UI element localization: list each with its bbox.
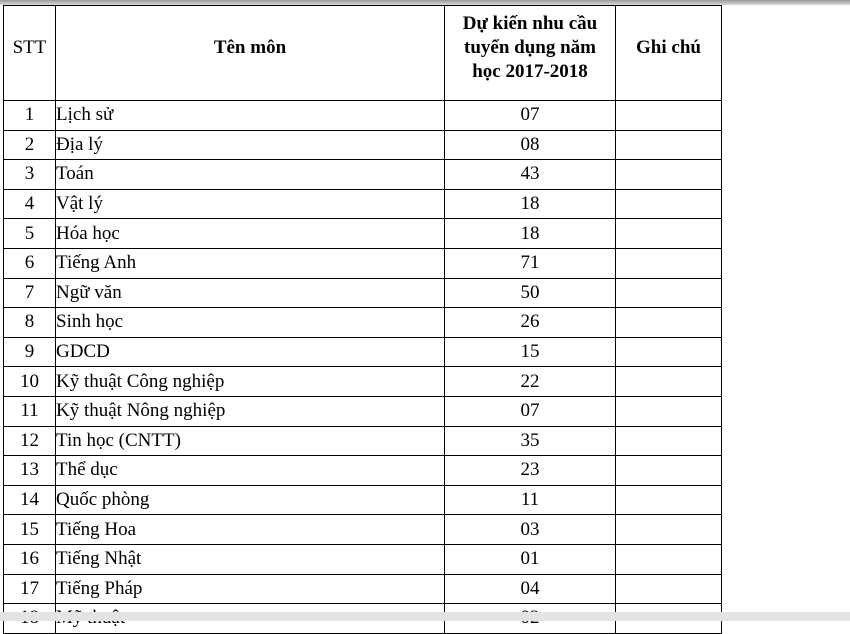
cell-stt: 1 xyxy=(4,101,56,131)
cell-note xyxy=(616,396,722,426)
cell-stt: 6 xyxy=(4,248,56,278)
table-row xyxy=(4,544,722,574)
header-subject-name: Tên môn xyxy=(56,6,445,101)
table-row xyxy=(4,337,722,367)
cell-note xyxy=(616,367,722,397)
cell-demand: 11 xyxy=(445,485,616,515)
cell-subject-name: Ngữ văn xyxy=(56,278,445,308)
cell-stt: 17 xyxy=(4,574,56,604)
cell-demand: 23 xyxy=(445,456,616,486)
cell-demand: 03 xyxy=(445,515,616,545)
table-row xyxy=(4,308,722,338)
cell-note xyxy=(616,544,722,574)
table-row xyxy=(4,456,722,486)
cell-stt: 10 xyxy=(4,367,56,397)
cell-stt: 9 xyxy=(4,337,56,367)
table-row xyxy=(4,160,722,190)
cell-subject-name: Tiếng Nhật xyxy=(56,544,445,574)
cell-note xyxy=(616,130,722,160)
cell-demand: 07 xyxy=(445,396,616,426)
cell-subject-name: Sinh học xyxy=(56,308,445,338)
header-note: Ghi chú xyxy=(616,6,722,101)
cell-subject-name: Toán xyxy=(56,160,445,190)
cell-stt: 2 xyxy=(4,130,56,160)
cell-note xyxy=(616,219,722,249)
cell-demand: 50 xyxy=(445,278,616,308)
cell-stt: 16 xyxy=(4,544,56,574)
cell-subject-name: Lịch sử xyxy=(56,101,445,131)
cell-demand: 18 xyxy=(445,219,616,249)
table-body xyxy=(4,101,722,634)
cell-subject-name: Địa lý xyxy=(56,130,445,160)
cell-note xyxy=(616,574,722,604)
cell-subject-name: Thể dục xyxy=(56,456,445,486)
cell-subject-name: Tiếng Hoa xyxy=(56,515,445,545)
cell-demand: 04 xyxy=(445,574,616,604)
cell-note xyxy=(616,101,722,131)
cell-stt: 5 xyxy=(4,219,56,249)
cell-stt: 3 xyxy=(4,160,56,190)
table-row xyxy=(4,515,722,545)
cell-subject-name: Kỹ thuật Công nghiệp xyxy=(56,367,445,397)
header-recruitment-demand xyxy=(445,6,616,101)
cell-subject-name: Tiếng Anh xyxy=(56,248,445,278)
cell-subject-name: Vật lý xyxy=(56,189,445,219)
header-demand-line-1: Dự kiến nhu cầu xyxy=(462,13,598,34)
cell-demand: 71 xyxy=(445,248,616,278)
cell-subject-name: Tin học (CNTT) xyxy=(56,426,445,456)
table-row xyxy=(4,574,722,604)
cell-note xyxy=(616,189,722,219)
table-row xyxy=(4,219,722,249)
table-row xyxy=(4,130,722,160)
cell-note xyxy=(616,426,722,456)
cell-stt: 15 xyxy=(4,515,56,545)
cell-demand: 08 xyxy=(445,130,616,160)
cell-stt: 7 xyxy=(4,278,56,308)
cell-note xyxy=(616,248,722,278)
cell-demand: 18 xyxy=(445,189,616,219)
cell-note xyxy=(616,337,722,367)
header-demand-line-2: tuyển dụng năm xyxy=(464,37,596,58)
cell-stt: 4 xyxy=(4,189,56,219)
cell-demand: 43 xyxy=(445,160,616,190)
viewer-bottom-edge xyxy=(0,612,850,621)
table-header-row xyxy=(4,6,722,101)
cell-note xyxy=(616,485,722,515)
table-row xyxy=(4,367,722,397)
cell-stt: 8 xyxy=(4,308,56,338)
cell-subject-name: Kỹ thuật Nông nghiệp xyxy=(56,396,445,426)
cell-demand: 07 xyxy=(445,101,616,131)
cell-note xyxy=(616,308,722,338)
cell-stt: 11 xyxy=(4,396,56,426)
cell-demand: 26 xyxy=(445,308,616,338)
table-row xyxy=(4,396,722,426)
cell-note xyxy=(616,456,722,486)
cell-note xyxy=(616,278,722,308)
table-row xyxy=(4,101,722,131)
cell-note xyxy=(616,160,722,190)
table-row xyxy=(4,426,722,456)
cell-subject-name: GDCD xyxy=(56,337,445,367)
cell-stt: 12 xyxy=(4,426,56,456)
recruitment-table xyxy=(3,5,722,634)
cell-demand: 35 xyxy=(445,426,616,456)
cell-demand: 01 xyxy=(445,544,616,574)
cell-note xyxy=(616,515,722,545)
cell-subject-name: Tiếng Pháp xyxy=(56,574,445,604)
cell-demand: 22 xyxy=(445,367,616,397)
cell-stt: 14 xyxy=(4,485,56,515)
header-demand-line-3: học 2017-2018 xyxy=(472,61,588,82)
cell-subject-name: Quốc phòng xyxy=(56,485,445,515)
viewer-background xyxy=(722,5,850,621)
cell-subject-name: Hóa học xyxy=(56,219,445,249)
cell-demand: 15 xyxy=(445,337,616,367)
table-row xyxy=(4,278,722,308)
header-stt: STT xyxy=(4,6,56,101)
cell-stt: 13 xyxy=(4,456,56,486)
table-row xyxy=(4,485,722,515)
table-row xyxy=(4,248,722,278)
table-row xyxy=(4,189,722,219)
